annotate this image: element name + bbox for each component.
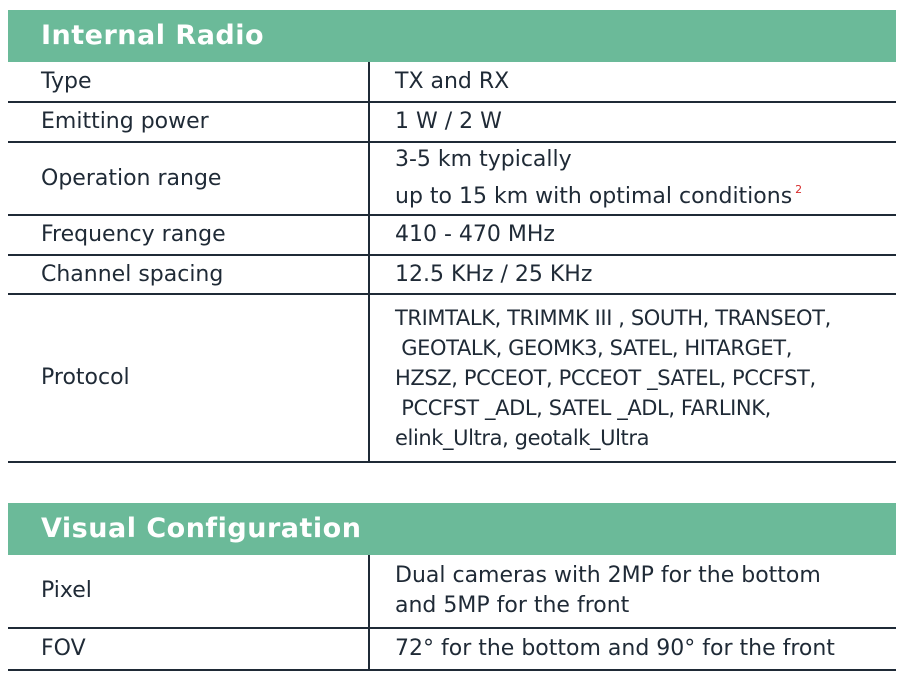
table-row [8, 62, 896, 102]
table-row [8, 555, 896, 628]
footnote-marker: 2 [795, 183, 803, 196]
spec-label: Channel spacing [8, 255, 369, 294]
spec-value-text: up to 15 km with optimal conditions [395, 184, 793, 209]
spec-value-line: 12.5 KHz / 25 KHz [395, 261, 593, 287]
spec-value [369, 255, 896, 294]
spec-label: Protocol [8, 294, 369, 462]
table-row [8, 294, 896, 462]
spec-value-line: and 5MP for the front [395, 593, 630, 618]
internal-radio-section [8, 10, 896, 463]
spec-value-line: GEOTALK, GEOMK3, SATEL, HITARGET, [395, 336, 792, 360]
spec-label: Type [8, 62, 369, 102]
spec-label: Emitting power [8, 102, 369, 142]
spec-label: Operation range [8, 142, 369, 215]
section-title: Internal Radio [8, 10, 896, 62]
spec-value [369, 294, 896, 462]
spec-value [369, 62, 896, 102]
spec-value-line: elink_Ultra, geotalk_Ultra [395, 426, 650, 450]
spec-value-line [395, 175, 896, 212]
spec-label: Frequency range [8, 215, 369, 255]
spec-value-line: 3-5 km typically [395, 147, 572, 172]
spec-value-line: 72° for the bottom and 90° for the front [395, 636, 835, 661]
spec-value [369, 102, 896, 142]
spec-value-line: HZSZ, PCCEOT, PCCEOT _SATEL, PCCFST, [395, 366, 816, 390]
spec-label: FOV [8, 628, 369, 670]
spec-label: Pixel [8, 555, 369, 628]
visual-configuration-section [8, 503, 896, 671]
spec-value-line: PCCFST _ADL, SATEL _ADL, FARLINK, [395, 396, 771, 420]
spec-value-line: TX and RX [395, 68, 510, 94]
table-row [8, 255, 896, 294]
spec-value-line: TRIMTALK, TRIMMK III , SOUTH, TRANSEOT, [395, 306, 831, 330]
spec-value [369, 555, 896, 628]
spec-table [8, 62, 896, 463]
section-title: Visual Configuration [8, 503, 896, 555]
table-row [8, 102, 896, 142]
spec-table [8, 555, 896, 671]
table-row [8, 142, 896, 215]
spec-value-line: 1 W / 2 W [395, 109, 502, 134]
spec-value [369, 628, 896, 670]
spec-value-line: Dual cameras with 2MP for the bottom [395, 563, 821, 588]
table-row [8, 215, 896, 255]
table-row [8, 628, 896, 670]
spec-value-line: 410 - 470 MHz [395, 222, 555, 247]
spec-value [369, 215, 896, 255]
spec-value [369, 142, 896, 215]
